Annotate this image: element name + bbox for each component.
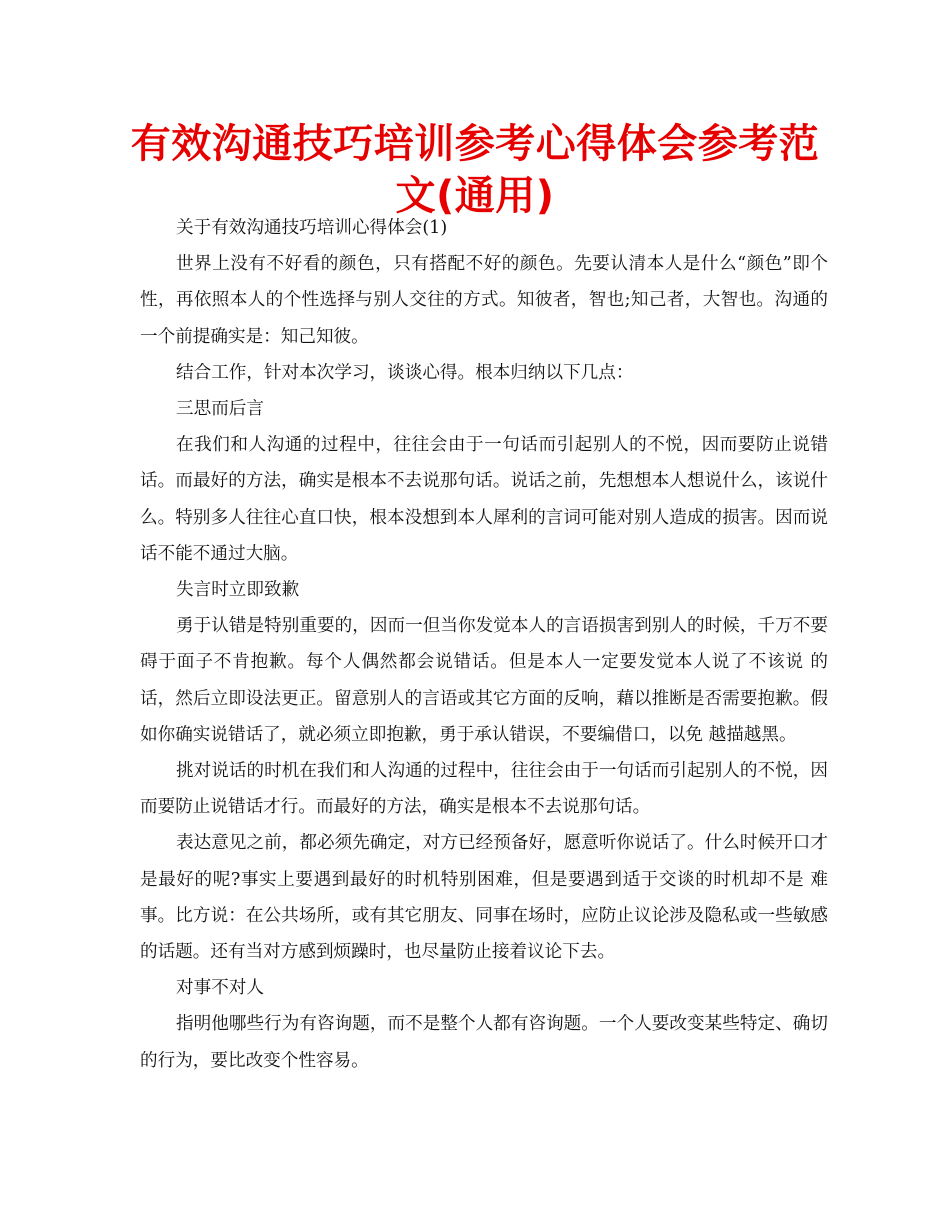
paragraph: 世界上没有不好看的颜色，只有搭配不好的颜色。先要认清本人是什么“颜色”即个性，再依照本人的个性选择与别人交往的方式。知彼者，智也;知己者，大智也。沟通的一个前提确实是：知己知彼。: [140, 254, 828, 347]
paragraph: 指明他哪些行为有咨询题，而不是整个人都有咨询题。一个人要改变某些特定、确切的行为，要比改变个性容易。: [140, 1014, 828, 1071]
document-body: [140, 210, 828, 1079]
paragraph: 表达意见之前，都必须先确定，对方已经预备好，愿意听你说话了。什么时候开口才是最好的呢?事实上要遇到最好的时机特别困难，但是要遇到适于交谈的时机却不是 难事。比方说：在公共场所，或有其它朋友、同事在场时，应防止议论涉及隐私或一些敏感的话题。还有当对方感到烦躁时，也尽量防止接着议论下去。: [140, 833, 828, 963]
paragraph: 在我们和人沟通的过程中，往往会由于一句话而引起别人的不悦，因而要防止说错话。而最好的方法，确实是根本不去说那句话。说话之前，先想想本人想说什么，该说什么。特别多人往往心直口快，根本没想到本人犀利的言词可能对别人造成的损害。因而说话不能不通过大脑。: [140, 435, 828, 564]
paragraph: 结合工作，针对本次学习，谈谈心得。根本归纳以下几点：: [176, 362, 634, 383]
document-title: 有效沟通技巧培训参考心得体会参考范文(通用): [130, 121, 820, 219]
section-heading: 失言时立即致歉: [176, 580, 300, 601]
paragraph: 挑对说话的时机在我们和人沟通的过程中，往往会由于一句话而引起别人的不悦，因而要防止说错话才行。而最好的方法，确实是根本不去说那句话。: [140, 761, 828, 818]
paragraph-subtitle: 关于有效沟通技巧培训心得体会(1): [176, 218, 448, 238]
paragraph: 勇于认错是特别重要的，因而一但当你发觉本人的言语损害到别人的时候，千万不要碍于面子不肯抱歉。每个人偶然都会说错话。但是本人一定要发觉本人说了不该说 的话，然后立即设法更正。留意别人的言语或其它方面的反响，藉以推断是否需要抱歉。假如你确实说错话了，就必须立即抱歉，勇于承认错误，不要编借口，以免 越描越黑。: [140, 616, 828, 745]
section-heading: 对事不对人: [176, 978, 264, 999]
section-heading: 三思而后言: [176, 399, 264, 420]
